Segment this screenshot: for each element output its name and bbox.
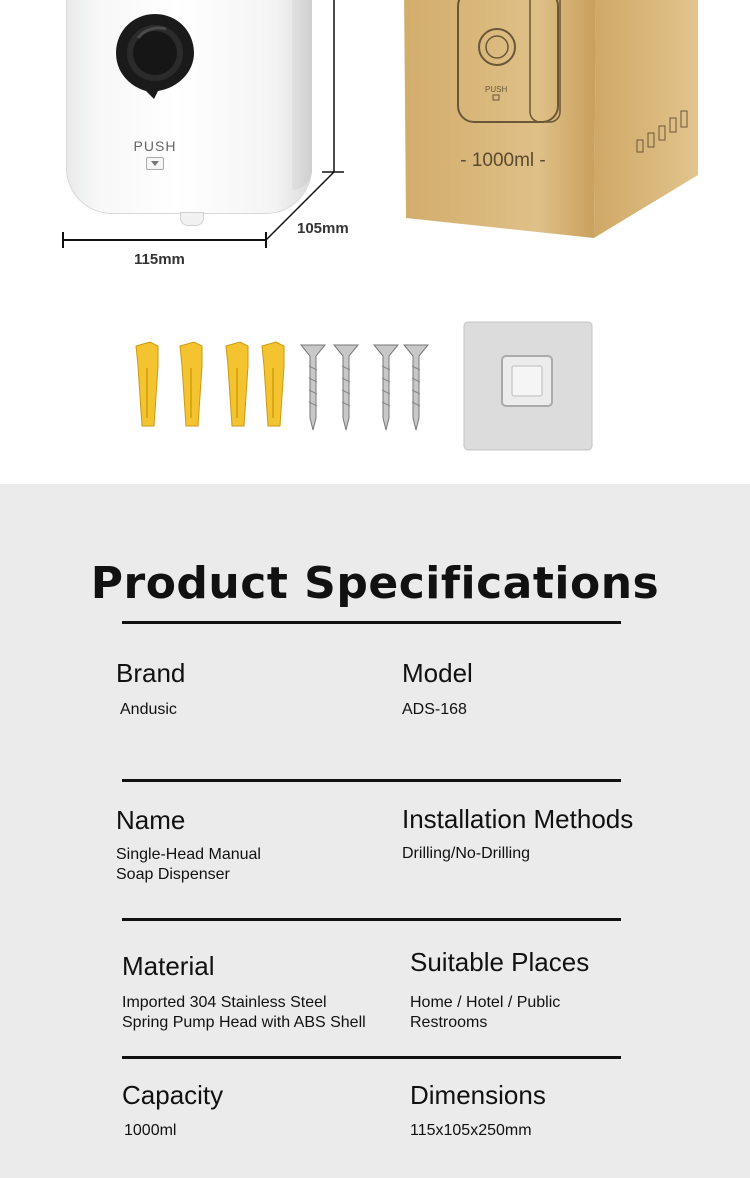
box-capacity-label: - 1000ml - bbox=[460, 150, 546, 171]
screws bbox=[301, 345, 428, 430]
specifications-title: Product Specifications bbox=[90, 558, 660, 609]
installation-methods-value: Drilling/No-Drilling bbox=[402, 845, 531, 862]
packaging-box-image bbox=[400, 0, 698, 238]
name-label: Name bbox=[116, 805, 186, 835]
suitable-places-label: Suitable Places bbox=[410, 947, 590, 977]
material-value: Imported 304 Stainless Steel Spring Pump Head with ABS Shell bbox=[122, 994, 366, 1031]
push-label: PUSH bbox=[133, 138, 177, 154]
model-label: Model bbox=[402, 658, 473, 688]
brand-value: Andusic bbox=[120, 701, 177, 718]
capacity-value: 1000ml bbox=[124, 1122, 177, 1139]
product-image-area bbox=[0, 0, 750, 484]
dimensions-label: Dimensions bbox=[410, 1080, 546, 1110]
model-value: ADS-168 bbox=[402, 701, 467, 718]
suitable-places-value: Home / Hotel / Public Restrooms bbox=[410, 994, 561, 1031]
svg-text:PUSH: PUSH bbox=[485, 85, 508, 94]
capacity-label: Capacity bbox=[122, 1080, 224, 1110]
width-dimension-label: 115mm bbox=[134, 251, 185, 268]
row-divider bbox=[122, 918, 621, 921]
name-value: Single-Head Manual Soap Dispenser bbox=[116, 846, 261, 883]
wall-anchors bbox=[136, 342, 284, 426]
accessories-image bbox=[128, 318, 598, 458]
title-underline bbox=[122, 621, 621, 624]
row-divider bbox=[122, 1056, 621, 1059]
specifications-section bbox=[0, 484, 750, 1178]
depth-dimension-label: 105mm bbox=[297, 220, 349, 237]
dimensions-value: 115x105x250mm bbox=[410, 1122, 532, 1139]
installation-methods-label: Installation Methods bbox=[402, 804, 634, 834]
brand-label: Brand bbox=[116, 658, 186, 688]
material-label: Material bbox=[122, 951, 215, 981]
row-divider bbox=[122, 779, 621, 782]
adhesive-pad bbox=[464, 322, 592, 450]
